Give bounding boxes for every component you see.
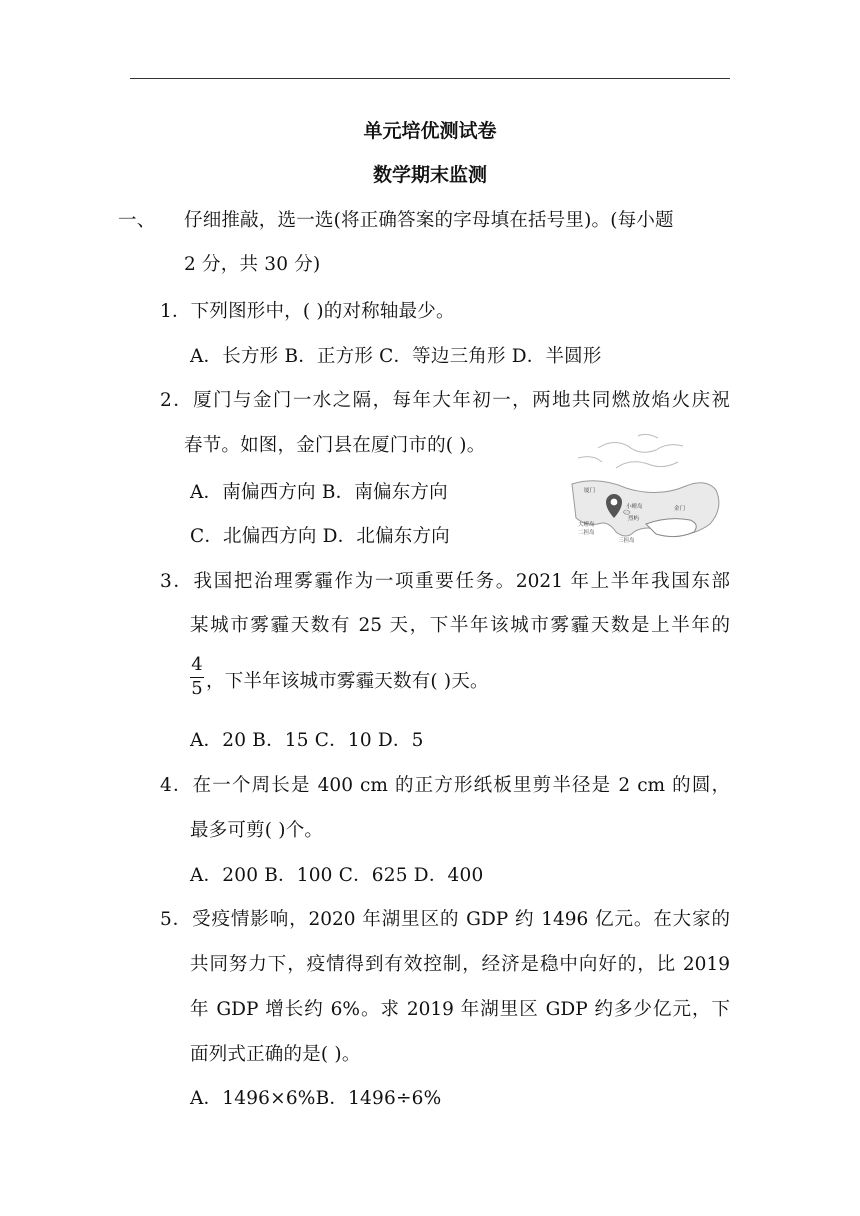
map-label-xiamen: 厦门 (584, 488, 596, 494)
map-label-xiaodeng: 小嶝岛 (626, 504, 643, 510)
question-2-options-ab: A．南偏西方向 B．南偏东方向 (190, 482, 448, 503)
xiamen-kinmen-map (568, 428, 730, 548)
question-5-text: 5．受疫情影响，2020 年湖里区的 GDP 约 1496 亿元。在大家的 (160, 909, 730, 930)
map-label-erdan: 二担岛 (578, 530, 595, 536)
question-2-options-cd: C．北偏西方向 D．北偏东方向 (190, 526, 450, 547)
section-instruction-cont: 2 分，共 30 分) (184, 254, 321, 275)
question-3-options: A．20 B．15 C．10 D．5 (190, 730, 424, 751)
fraction-four-fifths (190, 656, 204, 698)
map-label-lieyu: 烈屿 (628, 516, 640, 522)
page-title: 单元培优测试卷 (363, 120, 497, 142)
question-5-text-cont1: 共同努力下，疫情得到有效控制，经济是稳中向好的，比 2019 (190, 954, 730, 975)
map-label-sandan: 三担岛 (618, 538, 635, 544)
question-1-text: 1．下列图形中，( )的对称轴最少。 (160, 301, 455, 322)
fraction-denominator: 5 (191, 678, 203, 699)
question-4-options: A．200 B．100 C．625 D．400 (190, 865, 484, 886)
question-2-text-cont: 春节。如图，金门县在厦门市的( )。 (184, 435, 486, 456)
question-5-text-cont2: 年 GDP 增长约 6%。求 2019 年湖里区 GDP 约多少亿元，下 (190, 999, 730, 1020)
map-label-dadeng: 大嶝岛 (578, 522, 595, 528)
question-3-text-cont: 某城市雾霾天数有 25 天，下半年该城市雾霾天数是上半年的 (190, 615, 730, 636)
question-3-text-end: ，下半年该城市雾霾天数有( )天。 (206, 671, 489, 692)
section-number: 一、 (118, 210, 156, 231)
fraction-numerator: 4 (191, 654, 203, 675)
section-instruction: 仔细推敲，选一选(将正确答案的字母填在括号里)。(每小题 (184, 210, 674, 231)
page-subtitle: 数学期末监测 (372, 164, 487, 186)
question-5-text-cont3: 面列式正确的是( )。 (190, 1044, 361, 1065)
question-4-text-cont: 最多可剪( )个。 (190, 820, 324, 841)
map-label-kinmen: 金门 (674, 506, 686, 512)
header-rule (130, 78, 730, 79)
question-3-text: 3．我国把治理雾霾作为一项重要任务。2021 年上半年我国东部 (160, 571, 730, 592)
question-1-options: A．长方形 B．正方形 C．等边三角形 D．半圆形 (190, 346, 602, 367)
question-5-options: A．1496×6%B．1496÷6% (190, 1088, 442, 1109)
question-4-text: 4．在一个周长是 400 cm 的正方形纸板里剪半径是 2 cm 的圆， (160, 775, 730, 796)
question-2-text: 2．厦门与金门一水之隔，每年大年初一，两地共同燃放焰火庆祝 (160, 390, 730, 411)
